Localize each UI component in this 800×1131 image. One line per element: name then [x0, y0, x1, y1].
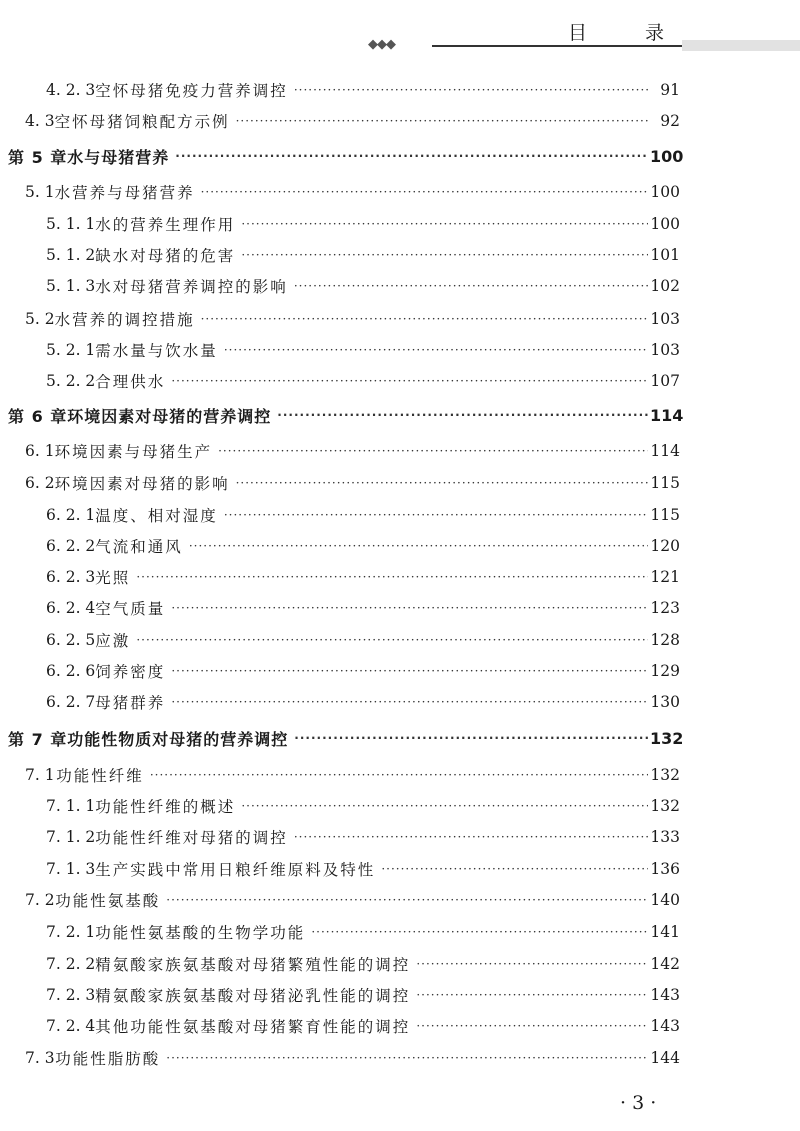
toc-entry[interactable] — [0, 501, 680, 529]
toc-entry[interactable] — [0, 1044, 680, 1072]
toc-entry-title: 水营养与母猪营养 — [54, 184, 195, 202]
toc-entry-number: 7. 2 — [25, 891, 55, 909]
toc-leader-dots — [294, 272, 648, 300]
toc-entry-title: 功能性纤维的概述 — [95, 798, 236, 816]
toc-leader-dots — [189, 532, 648, 560]
toc-leader-dots — [218, 437, 648, 465]
toc-entry-number: 5. 1. 1 — [46, 215, 96, 233]
toc-entry-number: 7. 2. 2 — [46, 955, 96, 973]
toc-entry-page: 132 — [650, 766, 680, 784]
toc-entry[interactable] — [0, 107, 680, 135]
toc-entry[interactable] — [0, 855, 680, 883]
toc-entry-number: 4. 2. 3 — [46, 81, 96, 99]
toc-leader-dots — [166, 886, 648, 914]
toc-entry-page: 142 — [650, 955, 680, 973]
toc-entry-page: 143 — [650, 1017, 680, 1035]
toc-leader-dots — [224, 336, 648, 364]
toc-entry-number: 5. 1. 2 — [46, 246, 96, 264]
toc-entry-page: 143 — [650, 986, 680, 1004]
toc-entry-title: 功能性脂肪酸 — [55, 1050, 161, 1068]
header-title: 目 录 — [568, 22, 691, 44]
toc-entry-number: 第 6 章 — [8, 406, 68, 426]
toc-entry[interactable] — [0, 367, 680, 395]
toc-entry-title: 环境因素与母猪生产 — [54, 443, 213, 461]
toc-leader-dots — [294, 76, 648, 104]
toc-entry[interactable] — [0, 950, 680, 978]
toc-entry-page: 100 — [650, 215, 680, 233]
toc-entry[interactable] — [0, 761, 680, 789]
toc-leader-dots — [201, 178, 648, 206]
toc-leader-dots — [171, 594, 648, 622]
toc-entry[interactable] — [0, 981, 680, 1009]
toc-entry-number: 5. 2. 1 — [46, 341, 96, 359]
toc-entry-number: 6. 2. 5 — [46, 631, 96, 649]
toc-leader-dots — [416, 981, 648, 1009]
toc-entry-page: 123 — [650, 599, 680, 617]
toc-entry-page: 114 — [650, 405, 684, 425]
toc-entry-number: 第 5 章 — [8, 147, 68, 167]
toc-entry-page: 102 — [650, 277, 680, 295]
toc-leader-dots — [224, 501, 648, 529]
toc-entry-title: 功能性氨基酸的生物学功能 — [95, 924, 306, 942]
toc-entry-title: 合理供水 — [95, 373, 166, 391]
toc-entry-title: 空怀母猪饲粮配方示例 — [54, 113, 230, 131]
toc-entry[interactable] — [0, 178, 680, 206]
toc-entry[interactable] — [0, 657, 680, 685]
toc-leader-dots — [171, 657, 648, 685]
toc-entry[interactable] — [0, 688, 680, 716]
toc-entry-page: 133 — [650, 828, 680, 846]
toc-entry-number: 5. 1. 3 — [46, 277, 96, 295]
toc-leader-dots — [416, 950, 648, 978]
toc-entry-title: 光照 — [95, 569, 131, 587]
toc-entry-title: 空气质量 — [95, 600, 166, 618]
toc-entry[interactable] — [0, 305, 680, 333]
toc-entry-page: 130 — [650, 693, 680, 711]
toc-leader-dots — [241, 241, 648, 269]
toc-leader-dots — [136, 626, 648, 654]
toc-entry-number: 4. 3 — [25, 112, 55, 130]
toc-entry-number: 7. 2. 4 — [46, 1017, 96, 1035]
toc-entry-title: 功能性纤维对母猪的调控 — [95, 829, 288, 847]
toc-entry-page: 140 — [650, 891, 680, 909]
toc-entry-number: 7. 1. 2 — [46, 828, 96, 846]
toc-entry-title: 水与母猪营养 — [67, 147, 170, 167]
toc-entry-title: 需水量与饮水量 — [95, 342, 218, 360]
toc-entry-page: 115 — [650, 474, 680, 492]
toc-entry-number: 6. 1 — [25, 442, 55, 460]
toc-entry-title: 生产实践中常用日粮纤维原料及特性 — [95, 861, 376, 879]
toc-leader-dots — [150, 761, 648, 789]
toc-entry-page: 103 — [650, 341, 680, 359]
toc-leader-dots — [294, 724, 648, 752]
toc-entry-number: 6. 2. 3 — [46, 568, 96, 586]
toc-entry[interactable] — [0, 918, 680, 946]
toc-entry-page: 120 — [650, 537, 680, 555]
toc-leader-dots — [175, 142, 648, 170]
toc-entry-page: 129 — [650, 662, 680, 680]
toc-entry-number: 7. 1. 3 — [46, 860, 96, 878]
toc-entry-page: 132 — [650, 728, 684, 748]
toc-entry[interactable] — [0, 1012, 680, 1040]
toc-entry-title: 功能性纤维 — [56, 767, 144, 785]
toc-entry[interactable] — [0, 76, 680, 104]
toc-leader-dots — [294, 823, 648, 851]
toc-entry-page: 128 — [650, 631, 680, 649]
toc-entry-title: 环境因素对母猪的影响 — [54, 475, 230, 493]
toc-leader-dots — [277, 401, 648, 429]
toc-entry[interactable] — [0, 401, 684, 429]
toc-entry-number: 7. 2. 1 — [46, 923, 96, 941]
toc-entry[interactable] — [0, 469, 680, 497]
toc-entry-number: 5. 2 — [25, 310, 55, 328]
toc-entry-title: 水的营养生理作用 — [95, 216, 236, 234]
toc-entry[interactable] — [0, 272, 680, 300]
toc-entry[interactable] — [0, 792, 680, 820]
toc-leader-dots — [381, 855, 648, 883]
toc-entry[interactable] — [0, 336, 680, 364]
toc-entry-title: 水对母猪营养调控的影响 — [95, 278, 288, 296]
toc-entry-title: 应激 — [95, 632, 131, 650]
toc-entry-number: 7. 1. 1 — [46, 797, 96, 815]
toc-entry-page: 141 — [650, 923, 680, 941]
toc-entry[interactable] — [0, 594, 680, 622]
toc-entry-page: 114 — [650, 442, 680, 460]
toc-entry-page: 121 — [650, 568, 680, 586]
toc-entry-page: 100 — [650, 183, 680, 201]
toc-entry-number: 5. 2. 2 — [46, 372, 96, 390]
toc-entry-title: 气流和通风 — [95, 538, 183, 556]
toc-entry[interactable] — [0, 626, 680, 654]
toc-leader-dots — [201, 305, 648, 333]
toc-entry-number: 6. 2. 2 — [46, 537, 96, 555]
toc-entry[interactable] — [0, 210, 680, 238]
toc-entry-number: 6. 2. 6 — [46, 662, 96, 680]
toc-leader-dots — [171, 688, 648, 716]
toc-entry[interactable] — [0, 563, 680, 591]
toc-entry-page: 101 — [650, 246, 680, 264]
toc-entry-number: 7. 3 — [25, 1049, 55, 1067]
toc-entry-page: 107 — [650, 372, 680, 390]
toc-entry-title: 温度、相对湿度 — [95, 507, 218, 525]
toc-entry-page: 136 — [650, 860, 680, 878]
toc-entry-page: 115 — [650, 506, 680, 524]
toc-entry-page: 92 — [660, 112, 680, 130]
toc-entry[interactable] — [0, 437, 680, 465]
toc-entry-title: 缺水对母猪的危害 — [95, 247, 236, 265]
toc-entry-page: 144 — [650, 1049, 680, 1067]
toc-entry-number: 7. 1 — [25, 766, 55, 784]
toc-entry-title: 环境因素对母猪的营养调控 — [67, 406, 272, 426]
toc-entry-number: 6. 2. 1 — [46, 506, 96, 524]
toc-leader-dots — [136, 563, 648, 591]
toc-entry-title: 母猪群养 — [95, 694, 166, 712]
toc-entry[interactable] — [0, 886, 680, 914]
header-diamond-ornament-icon: ◆◆◆ — [368, 37, 395, 52]
toc-leader-dots — [241, 210, 648, 238]
toc-entry-page: 132 — [650, 797, 680, 815]
toc-entry-number: 6. 2 — [25, 474, 55, 492]
toc-entry-number: 6. 2. 4 — [46, 599, 96, 617]
page-number: · 3 · — [620, 1092, 657, 1114]
toc-entry-title: 精氨酸家族氨基酸对母猪泌乳性能的调控 — [95, 987, 411, 1005]
toc-entry-title: 功能性氨基酸 — [55, 892, 161, 910]
toc-leader-dots — [311, 918, 648, 946]
toc-entry-number: 5. 1 — [25, 183, 55, 201]
toc-entry-number: 第 7 章 — [8, 729, 68, 749]
toc-entry[interactable] — [0, 823, 680, 851]
toc-entry-title: 空怀母猪免疫力营养调控 — [95, 82, 288, 100]
toc-leader-dots — [171, 367, 648, 395]
toc-entry-title: 水营养的调控措施 — [54, 311, 195, 329]
toc-entry[interactable] — [0, 724, 684, 752]
toc-entry-number: 7. 2. 3 — [46, 986, 96, 1004]
toc-entry-title: 精氨酸家族氨基酸对母猪繁殖性能的调控 — [95, 956, 411, 974]
toc-entry[interactable] — [0, 241, 680, 269]
toc-entry-number: 6. 2. 7 — [46, 693, 96, 711]
toc-entry-page: 91 — [660, 81, 680, 99]
toc-entry-title: 饲养密度 — [95, 663, 166, 681]
toc-leader-dots — [236, 107, 648, 135]
toc-entry-page: 103 — [650, 310, 680, 328]
toc-entry-title: 功能性物质对母猪的营养调控 — [67, 729, 289, 749]
toc-entry[interactable] — [0, 142, 684, 170]
toc-entry[interactable] — [0, 532, 680, 560]
toc-leader-dots — [166, 1044, 648, 1072]
toc-entry-page: 100 — [650, 146, 684, 166]
toc-entry-title: 其他功能性氨基酸对母猪繁育性能的调控 — [95, 1018, 411, 1036]
toc-leader-dots — [241, 792, 648, 820]
toc-leader-dots — [416, 1012, 648, 1040]
toc-leader-dots — [236, 469, 648, 497]
